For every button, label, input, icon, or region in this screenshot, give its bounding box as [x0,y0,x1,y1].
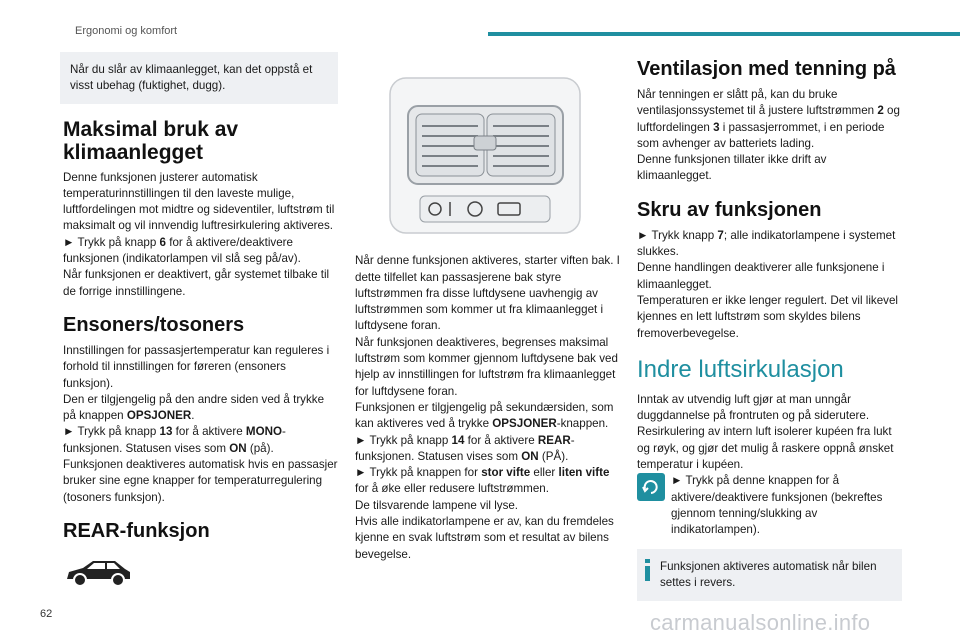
max-ac-p3: Når funksjonen er deaktivert, går systemet tilbake til de forrige innstillingene. [63,268,330,298]
off-p3: Temperaturen er ikke lenger regulert. Det vil likevel kjennes en lett luftstrøm som skyldes bilens fremoverbevegelse. [637,293,898,340]
info-icon [645,559,650,581]
car-silhouette-icon [63,555,133,589]
note-box [60,52,338,104]
max-ac-p1: Denne funksjonen justerer automatisk temperaturinnstillingen til den laveste mulige, luftfordelingen mot midtre og sideventiler, luftstrøm til maksimalt og vil innvendig luftresirkulering aktiveres. [63,170,335,233]
max-ac-p2: ► Trykk på knapp 6 for å aktivere/deaktivere funksjonen (indikatorlampen vil slå seg på/av). [63,235,301,266]
rear-p4: ► Trykk på knapp 14 for å aktivere REAR-funksjonen. Statusen vises som ON (PÅ). [355,433,575,463]
note-text: Når du slår av klimaanlegget, kan det oppstå et visst ubehag (fuktighet, dugg). [70,63,313,93]
running-header: Ergonomi og komfort [75,25,178,37]
off-p1: ► Trykk knapp 7; alle indikatorlampene i systemet slukkes. [637,228,896,259]
zones-p3: ► Trykk på knapp 13 for å aktivere MONO-funksjonen. Statusen vises som ON (på). [63,425,286,455]
header-accent-bar [488,32,960,36]
heading-max-ac: Maksimal bruk av klimaanlegget [63,117,239,164]
rear-p6: De tilsvarende lampene vil lyse. [355,498,519,512]
zones-p2: Den er tilgjengelig på den andre siden ved å trykke på knappen OPSJONER. [63,392,325,423]
rear-p1: Når denne funksjonen aktiveres, starter viften bak. I dette tilfellet kan passasjerene bak styre luftstrømmen fra disse luftdysene uavhengig av luftstrømmen som kommer ut fra klimaanlegget i luftdysene foran. [355,254,620,333]
rear-p5: ► Trykk på knappen for stor vifte eller liten vifte for å øke eller redusere luftstrømmen. [355,466,610,496]
off-p2: Denne handlingen deaktiverer alle funksjonene i klimaanlegget. [637,261,885,291]
heading-rear: REAR-funksjon [63,519,210,542]
heading-ventilation: Ventilasjon med tenning på [637,58,896,80]
rear-vent-illustration [380,76,590,236]
recirc-instruction [637,473,902,538]
recirc-p2: Resirkulering av intern luft isolerer kupéen fra lukt og røyk, og gjør det mulig å raskere oppnå ønsket temperatur i kupéen. [637,425,894,472]
recirculation-icon [637,473,665,501]
zones-p4: Funksjonen deaktiveres automatisk hvis en passasjer bruker sine egne knapper for temperaturregulering (tosoners funksjon). [63,458,338,504]
recirc-p1: Inntak av utvendig luft gjør at man unngår duggdannelse på frontruten og på siderutere. [637,392,870,423]
watermark: carmanualsonline.info [650,610,871,635]
info-text: Funksjonen aktiveres automatisk når bilen settes i revers. [660,559,877,589]
rear-p2: Når funksjonen deaktiveres, begrenses maksimal luftstrøm som kommer gjennom luftdysene bak ved hjelp av innstillingen for luftstrøm fra klimaanlegget for luftdysene foran. [355,335,618,398]
recirc-p3: ► Trykk på denne knappen for å aktivere/deaktivere funksjonen (bekreftes gjennom tenning/slukking av indikatorlampen). [671,474,883,537]
vent-p1: Når tenningen er slått på, kan du bruke ventilasjonssystemet til å justere luftstrømmen 2 og luftfordelingen 3 i passasjerrommet, i en periode som avhenger av batteriets lading. [637,88,900,150]
column-left [63,52,338,594]
heading-switch-off: Skru av funksjonen [637,198,822,221]
info-box [637,549,902,602]
heading-recirculation: Indre luftsirkulasjon [637,355,844,383]
heading-zones: Ensoners/tosoners [63,313,245,336]
rear-p7: Hvis alle indikatorlampene er av, kan du fremdeles kjenne en svak luftstrøm som et resultat av bilens bevegelse. [355,515,614,561]
zones-p1: Innstillingen for passasjertemperatur kan reguleres i forhold til innstillingen for føreren (ensoners funksjon). [63,343,330,390]
column-middle [355,76,620,563]
vent-p2: Denne funksjonen tillater ikke drift av klimaanlegget. [637,153,827,183]
page-number: 62 [40,608,53,620]
rear-p3: Funksjonen er tilgjengelig på sekundærsiden, som kan aktiveres ved å trykke OPSJONER-knappen. [355,400,614,431]
column-right [637,52,902,601]
